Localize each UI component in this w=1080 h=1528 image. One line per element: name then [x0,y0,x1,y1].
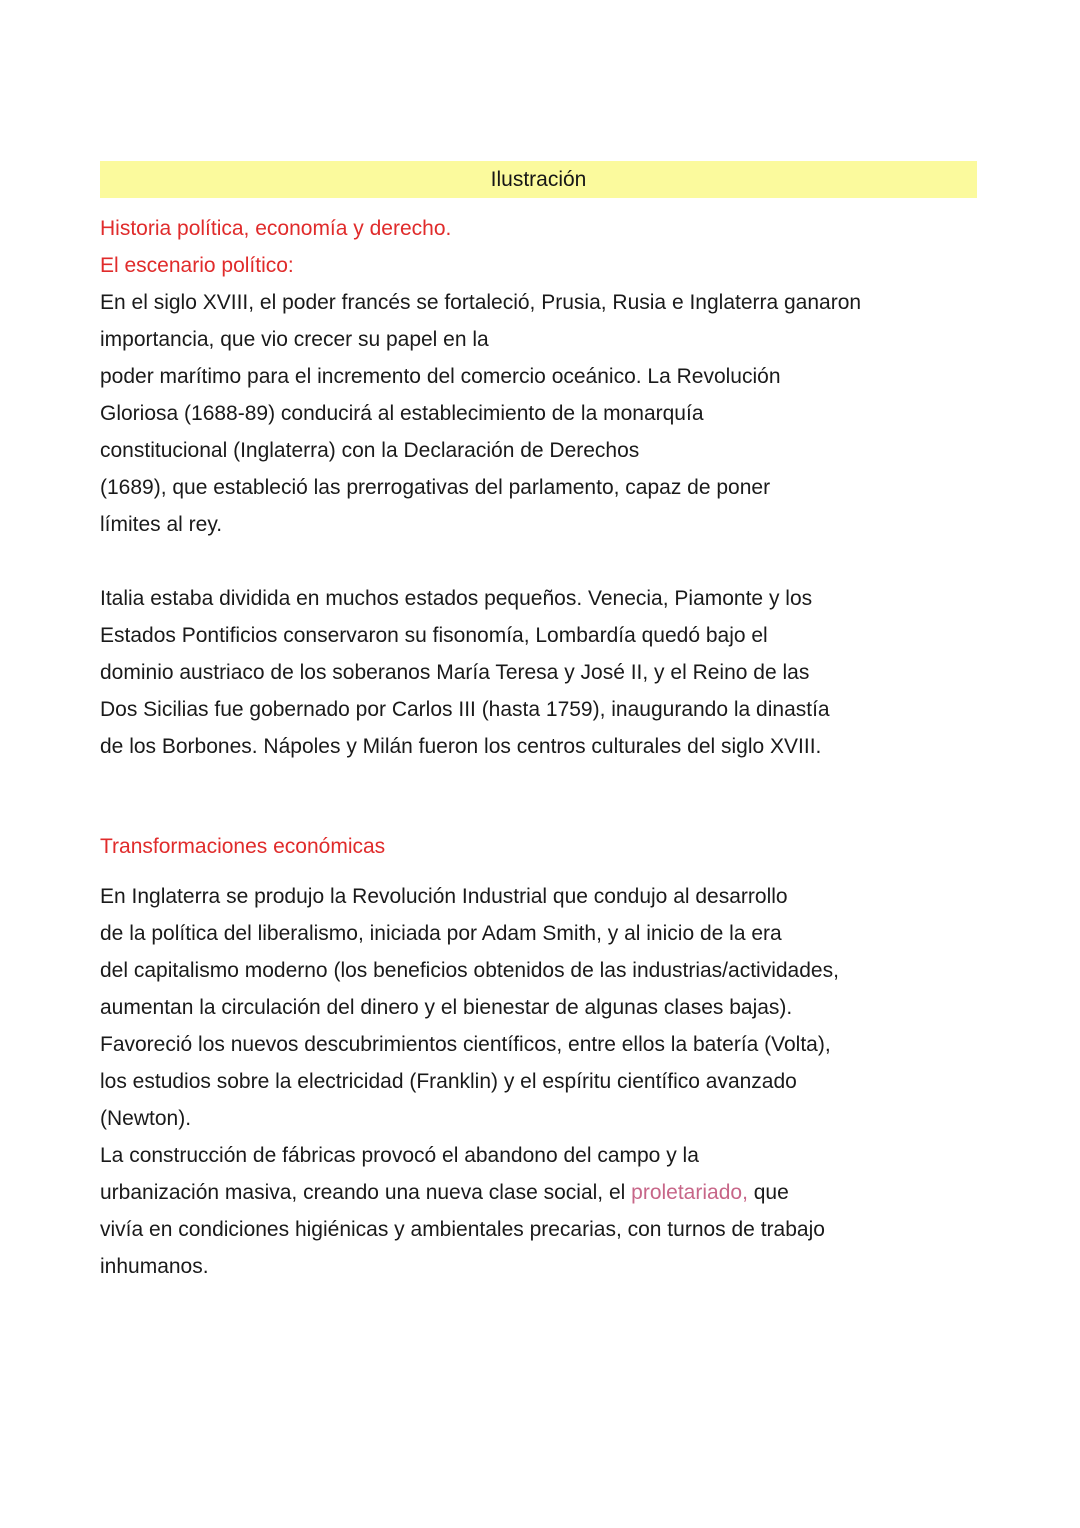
text-line: Italia estaba dividida en muchos estados pequeños. Venecia, Piamonte y los [100,587,813,610]
heading-political-scene: El escenario político: [100,254,294,277]
text-line: Dos Sicilias fue gobernado por Carlos III (hasta 1759), inaugurando la dinastía [100,698,830,721]
text-line: En Inglaterra se produjo la Revolución Industrial que condujo al desarrollo [100,885,788,908]
paragraph-italy [100,580,977,765]
text-line: límites al rey. [100,513,223,536]
text-line: La construcción de fábricas provocó el abandono del campo y la [100,1144,699,1167]
text-line: Favoreció los nuevos descubrimientos científicos, entre ellos la batería (Volta), [100,1033,831,1056]
document-content [100,0,977,1285]
text-line: poder marítimo para el incremento del comercio oceánico. La Revolución [100,365,781,388]
text-line: constitucional (Inglaterra) con la Declaración de Derechos [100,439,640,462]
paragraph-economic-transformations [100,878,977,1285]
text-line: inhumanos. [100,1255,209,1278]
text-line: (Newton). [100,1107,192,1130]
text-segment: urbanización masiva, creando una nueva clase social, el [100,1181,632,1204]
text-line: (1689), que estableció las prerrogativas del parlamento, capaz de poner [100,476,771,499]
text-line: vivía en condiciones higiénicas y ambientales precarias, con turnos de trabajo [100,1218,825,1241]
text-line: del capitalismo moderno (los beneficios obtenidos de las industrias/actividades, [100,959,839,982]
text-line: los estudios sobre la electricidad (Franklin) y el espíritu científico avanzado [100,1070,797,1093]
text-line: aumentan la circulación del dinero y el bienestar de algunas clases bajas). [100,996,793,1019]
text-line: de los Borbones. Nápoles y Milán fueron los centros culturales del siglo XVIII. [100,735,822,758]
heading-economic-transformations: Transformaciones económicas [100,835,386,858]
text-line: importancia, que vio crecer su papel en la [100,328,489,351]
heading-history-politics: Historia política, economía y derecho. [100,217,452,240]
term-proletariado: proletariado, [631,1181,748,1204]
text-line: Gloriosa (1688-89) conducirá al establecimiento de la monarquía [100,402,704,425]
paragraph-political-scene [100,284,977,543]
text-line: Estados Pontificios conservaron su fisonomía, Lombardía quedó bajo el [100,624,768,647]
text-line: En el siglo XVIII, el poder francés se fortaleció, Prusia, Rusia e Inglaterra ganaron [100,291,862,314]
document-title: Ilustración [490,168,587,191]
document-title-highlight [100,161,977,198]
text-line-proletariado [100,1174,977,1211]
text-segment: que [747,1181,789,1204]
text-line: de la política del liberalismo, iniciada por Adam Smith, y al inicio de la era [100,922,782,945]
text-line: dominio austriaco de los soberanos María Teresa y José II, y el Reino de las [100,661,810,684]
